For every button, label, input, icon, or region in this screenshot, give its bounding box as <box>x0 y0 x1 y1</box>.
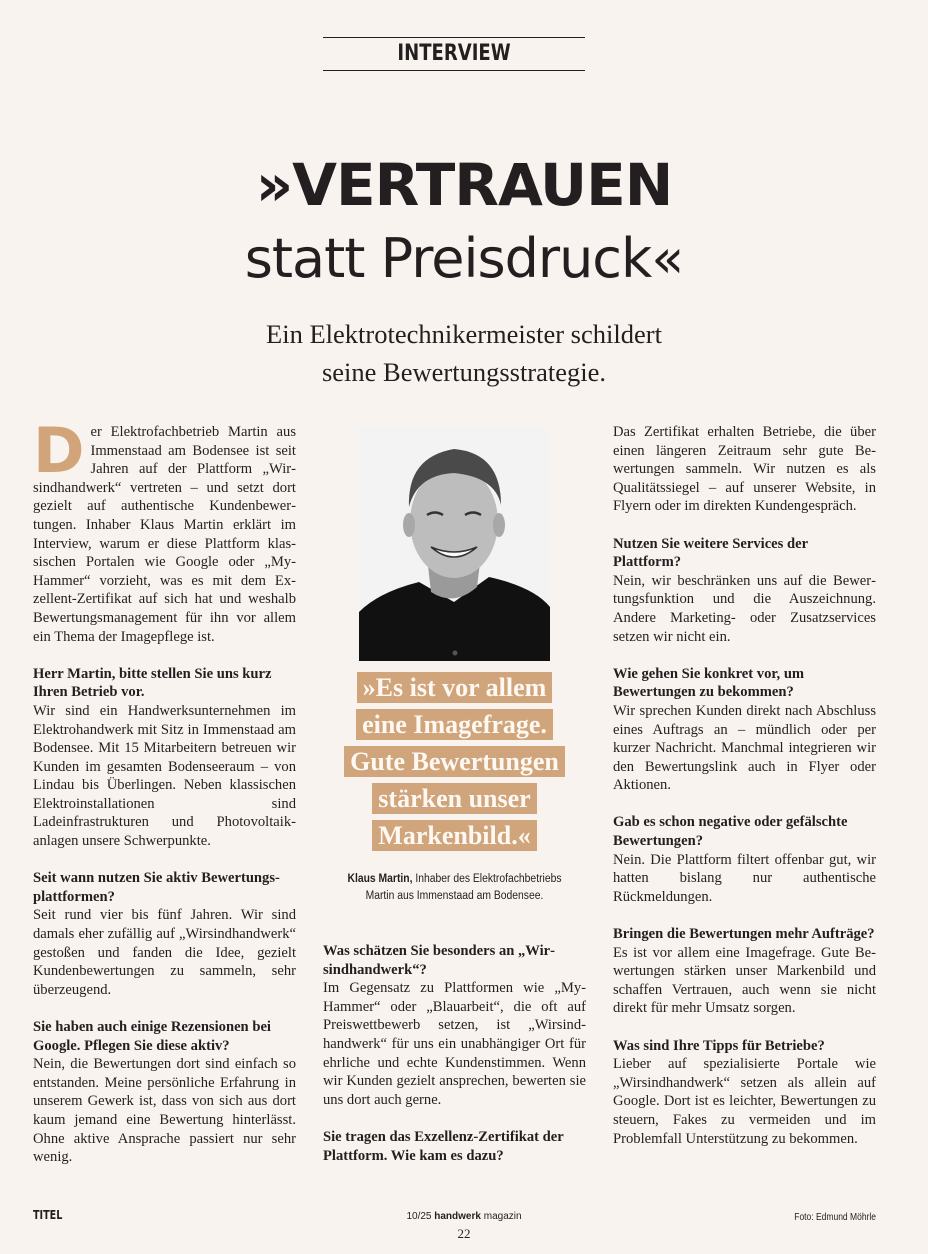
pull-quote-line: stärken unser <box>372 783 536 814</box>
subtitle-line-2: seine Bewertungsstrategie. <box>321 357 607 387</box>
footer-issue <box>364 1211 564 1222</box>
magazine-brand-suffix: magazin <box>483 1211 522 1222</box>
photo-caption <box>336 871 573 905</box>
answer: Nein, wir beschränken uns auf die Bewertungsfunktion und die Auszeichnung. Andere Marketing- oder Zusatzservices setzen wir nicht ein. <box>613 572 876 645</box>
headline-line-1: »VERTRAUEN <box>255 151 673 219</box>
portrait-image <box>359 427 550 661</box>
headline-line-2: statt Preisdruck« <box>244 227 684 290</box>
question: Nutzen Sie weitere Services der Plattform? <box>613 535 808 571</box>
answer: Wir sprechen Kunden direkt nach Abschluss eines Auftrags an – mündlich oder per kurzer Nachricht. Manchmal integrieren wir den Bewertungslink auch in Flyer oder Aktionen. <box>613 702 876 794</box>
drop-cap: D <box>33 414 85 487</box>
column-left <box>33 414 296 1167</box>
column-right <box>613 423 876 1148</box>
answer-continued: Das Zertifikat erhalten Betriebe, die über einen längeren Zeitraum sehr gute Bewertungen sammeln. Wir nutzen es als Qualitätssiegel – auf unserer Website, in Flyern oder im direkten Kundengespräch. <box>613 424 876 515</box>
magazine-brand: handwerk <box>434 1211 481 1222</box>
issue-number: 10/25 <box>406 1211 432 1222</box>
question: Sie tragen das Exzellenz-Zertifikat der Plattform. Wie kam es dazu? <box>323 1128 564 1164</box>
question: Sie haben auch einige Rezensionen bei Google. Pflegen Sie diese aktiv? <box>33 1019 271 1054</box>
subtitle <box>0 315 928 391</box>
answer: Seit rund vier bis fünf Jahren. Wir sind damals eher zufällig auf „Wirsindhandwerk“ gestoßen und fanden die Idee, gezielt Kundenbewertungen zu sammeln, sehr überzeugend. <box>33 907 296 998</box>
column-middle <box>323 942 586 1165</box>
pull-quote-line: eine Imagefrage. <box>356 709 553 740</box>
question: Seit wann nutzen Sie aktiv Bewertungsplattformen? <box>33 870 280 905</box>
question: Was sind Ihre Tipps für Betriebe? <box>613 1037 825 1054</box>
section-kicker <box>323 37 585 71</box>
page-number: 22 <box>457 1226 471 1241</box>
caption-text: Inhaber des Elektrofachbetriebs Martin aus Immenstaad am Bodensee. <box>365 873 562 902</box>
pull-quote <box>323 672 586 857</box>
photo-credit: Foto: Edmund Möhrle <box>794 1212 876 1223</box>
subtitle-line-1: Ein Elektrotechnikermeister schildert <box>266 319 662 349</box>
answer: Wir sind ein Handwerksunternehmen im Elektrohandwerk mit Sitz in Immenstaad am Bodensee. Mit 15 Mitarbeitern betreuen wir Kunden im gesamten Bodenseeraum – von Lindau bis Überlingen. Neben klassischen Elektroinstallationen sind Ladeinfrastrukturen und Photovoltaikanlagen unsere Schwerpunkte. <box>33 702 296 850</box>
pull-quote-line: Gute Bewertungen <box>344 746 565 777</box>
intro-text: er Elektrofachbetrieb Martin aus Immenstaad am Bodensee ist seit Jahren auf der Plattform „Wirsindhandwerk“ vertreten – und setzt dort gezielt auf authentische Kundenbewertungen. Inhaber Klaus Martin erklärt im Interview, warum er diese Plattform klassischen Portalen wie Google oder „My-Hammer“ vorzieht, was es mit dem Exzellent-Zertifikat auf sich hat und weshalb Bewertungsmanagement für ihn vor allem ein Thema der Imagepflege ist. <box>33 424 296 645</box>
intro-paragraph <box>33 414 296 646</box>
answer: Im Gegensatz zu Plattformen wie „My-Hammer“ oder „Blauarbeit“, die oft auf Preiswettbewerb setzen, ist „Wirsindhandwerk“ für uns ein unabhängiger Ort für ehrliche und echte Kundenstimmen. Wenn wir Kunden gezielt ansprechen, bewerten sie uns dort auch gerne. <box>323 980 586 1108</box>
question: Gab es schon negative oder gefälschte Bewertungen? <box>613 814 848 850</box>
question: Was schätzen Sie besonders an „Wirsindhandwerk“? <box>323 943 556 978</box>
caption-name: Klaus Martin, <box>347 873 413 885</box>
answer: Es ist vor allem eine Imagefrage. Gute Bewertungen stärken unser Markenbild und schaffen Vertrauen, auch wenn sie nicht direkt für mehr Umsatz sorgen. <box>613 944 876 1017</box>
footer-section: TITEL <box>33 1208 63 1222</box>
answer: Nein. Die Plattform filtert offenbar gut, wir hatten bislang nur authentische Rückmeldungen. <box>613 851 876 905</box>
portrait-photo <box>359 427 550 661</box>
answer: Nein, die Bewertungen dort sind einfach so entstanden. Meine persönliche Erfahrung in unserem Gewerk ist, dass von sich aus dort kaum jemand eine Bewertung hinterlässt. Ohne aktive Ansprache passiert nur sehr wenig. <box>33 1056 296 1166</box>
answer: Lieber auf spezialisierte Portale wie „Wirsindhandwerk“ setzen als allein auf Google. Dort ist es leichter, Bewertungen zu steuern, Fakes zu vermeiden und im Problemfall Unterstützung zu bekommen. <box>613 1056 876 1147</box>
pull-quote-line: Markenbild.« <box>372 820 536 851</box>
question: Herr Martin, bitte stellen Sie uns kurz Ihren Betrieb vor. <box>33 665 272 701</box>
question: Wie gehen Sie konkret vor, um Bewertungen zu bekommen? <box>613 665 805 701</box>
question: Bringen die Bewertungen mehr Aufträge? <box>613 926 875 943</box>
pull-quote-line: »Es ist vor allem <box>357 672 553 703</box>
kicker-text: INTERVIEW <box>397 41 511 66</box>
